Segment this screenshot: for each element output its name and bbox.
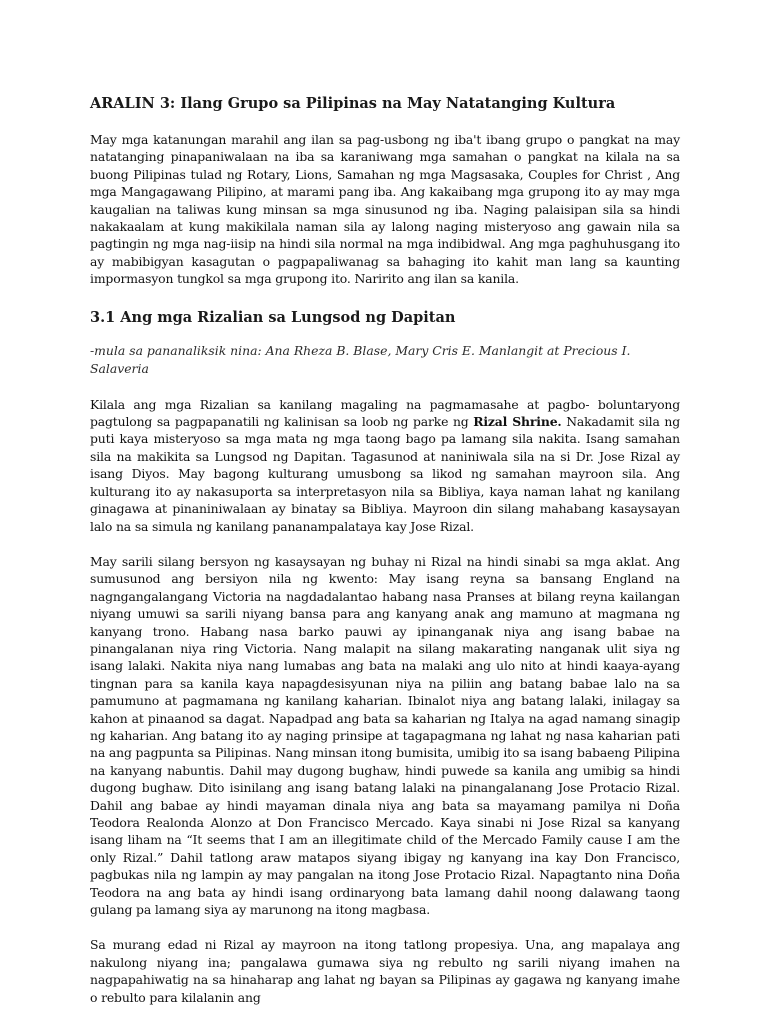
- paragraph-1-text-b: Nakadamit sila ng puti kaya misteryoso sa mga mata ng mga taong bago pa lamang sila nakita. Isang samahan sila na makikita sa Lungsod ng Dapitan. Tagasunod at naniniwala sila na si Dr. Jose Rizal ay isang Diyos. May bagong kulturang umusbong sa likod ng samahan mayroon sila. Ang kulturang ito ay nakasuporta sa interpretasyon nila sa Bibliya, kaya naman lahat ng kanilang ginagawa at pinaniniwalaan ay binatay sa Bibliya. Mayroon din silang mahabang kasaysayan lalo na sa simula ng kanilang pananampalataya kay Jose Rizal.: [90, 414, 680, 534]
- section-title: 3.1 Ang mga Rizalian sa Lungsod ng Dapitan: [90, 308, 456, 326]
- paragraph-3: Sa murang edad ni Rizal ay mayroon na itong tatlong propesiya. Una, ang mapalaya ang nakulong niyang ina; pangalawa gumawa siya ng rebulto ng sarili niyang imahen na nagpapahiwatig na sa hinaharap ang lahat ng bayan sa Pilipinas ay gagawa ng kanyang imahe o rebulto para kilalanin ang: [90, 937, 680, 1005]
- paragraph-1-text-a: Kilala ang mga Rizalian sa kanilang magaling na pagmamasahe at pagbo- boluntaryong pagtulong sa pagpapanatili ng kalinisan sa loob ng parke ng: [90, 396, 680, 430]
- paragraph-1: [90, 396, 680, 535]
- intro-paragraph: May mga katanungan marahil ang ilan sa pag-usbong ng iba't ibang grupo o pangkat na may natatanging pinapaniwalaan na iba sa karaniwang mga samahan o pangkat na kilala na sa buong Pilipinas tulad ng Rotary, Lions, Samahan ng mga Magsasaka, Couples for Christ , Ang mga Mangagawang Pilipino, at marami pang iba. Ang kakaibang mga grupong ito ay may mga kaugalian na taliwas kung minsan sa mga sinusunod ng iba. Naging palaisipan sila sa hindi nakakaalam at kung makikilala naman sila ay lalong naging misteryoso ang gawain nila sa pagtingin ng mga nag-iisip na hindi sila normal na mga indibidwal. Ang mga paghuhusgang ito ay mabibigyan kasagutan o pagpapaliwanag sa bahaging ito kahit man lang sa kaunting impormasyon tungkol sa mga grupong ito. Naririto ang ilan sa kanila.: [90, 132, 680, 287]
- rizal-shrine-bold: Rizal Shrine.: [473, 414, 562, 430]
- section-byline: -mula sa pananaliksik nina: Ana Rheza B. Blase, Mary Cris E. Manlangit at Precious I. Salaveria: [90, 342, 631, 376]
- lesson-title: ARALIN 3: Ilang Grupo sa Pilipinas na May Natatanging Kultura: [90, 95, 616, 112]
- paragraph-2: May sarili silang bersyon ng kasaysayan ng buhay ni Rizal na hindi sinabi sa mga aklat. Ang sumusunod ang bersiyon nila ng kwento: May isang reyna sa bansang England na nagngangalangang Victoria na nagdadalantao habang nasa Pranses at bilang reyna kailangan niyang umuwi sa sarili niyang bansa para ang kanyang anak ang mamuno at magmana ng kanyang trono. Habang nasa barko pauwi ay ipinanganak niya ang isang babae na pinangalanan niya ring Victoria. Nang malapit na silang makarating nanganak ulit siya ng isang lalaki. Nakita niya nang lumabas ang bata na malaki ang ulo nito at hindi kaaya-ayang tingnan para sa kanila kaya napagdesisyunan niya na piliin ang batang babae lalo na sa pamumuno at pagmamana ng kanilang kaharian. Ibinalot niya ang batang lalaki, inilagay sa kahon at pinaanod sa dagat. Napadpad ang bata sa kaharian ng Italya na agad namang sinagip ng kaharian. Ang batang ito ay naging prinsipe at tagapagmana ng lahat ng nasa kaharian pati na ang pagpunta sa Pilipinas. Nang minsan itong bumisita, umibig ito sa isang babaeng Pilipina na kanyang nabuntis. Dahil may dugong bughaw, hindi puwede sa kanila ang umibig sa hindi dugong bughaw. Dito isinilang ang isang batang lalaki na pinangalanang Jose Protacio Rizal. Dahil ang babae ay hindi mayaman dinala niya ang bata sa mayamang pamilya ni Doña Teodora Realonda Alonzo at Don Francisco Mercado. Kaya sinabi ni Jose Rizal sa kanyang isang liham na “It seems that I am an illegitimate child of the Mercado Family cause I am the only Rizal.” Dahil tatlong araw matapos siyang ibigay ng kanyang ina kay Don Francisco, pagbukas nila ng lampin ay may pangalan na itong Jose Protacio Rizal. Napagtanto nina Doña Teodora na ang bata ay hindi isang ordinaryong bata lamang dahil noong dalawang taong gulang pa lamang siya ay marunong na itong magbasa.: [90, 553, 680, 918]
